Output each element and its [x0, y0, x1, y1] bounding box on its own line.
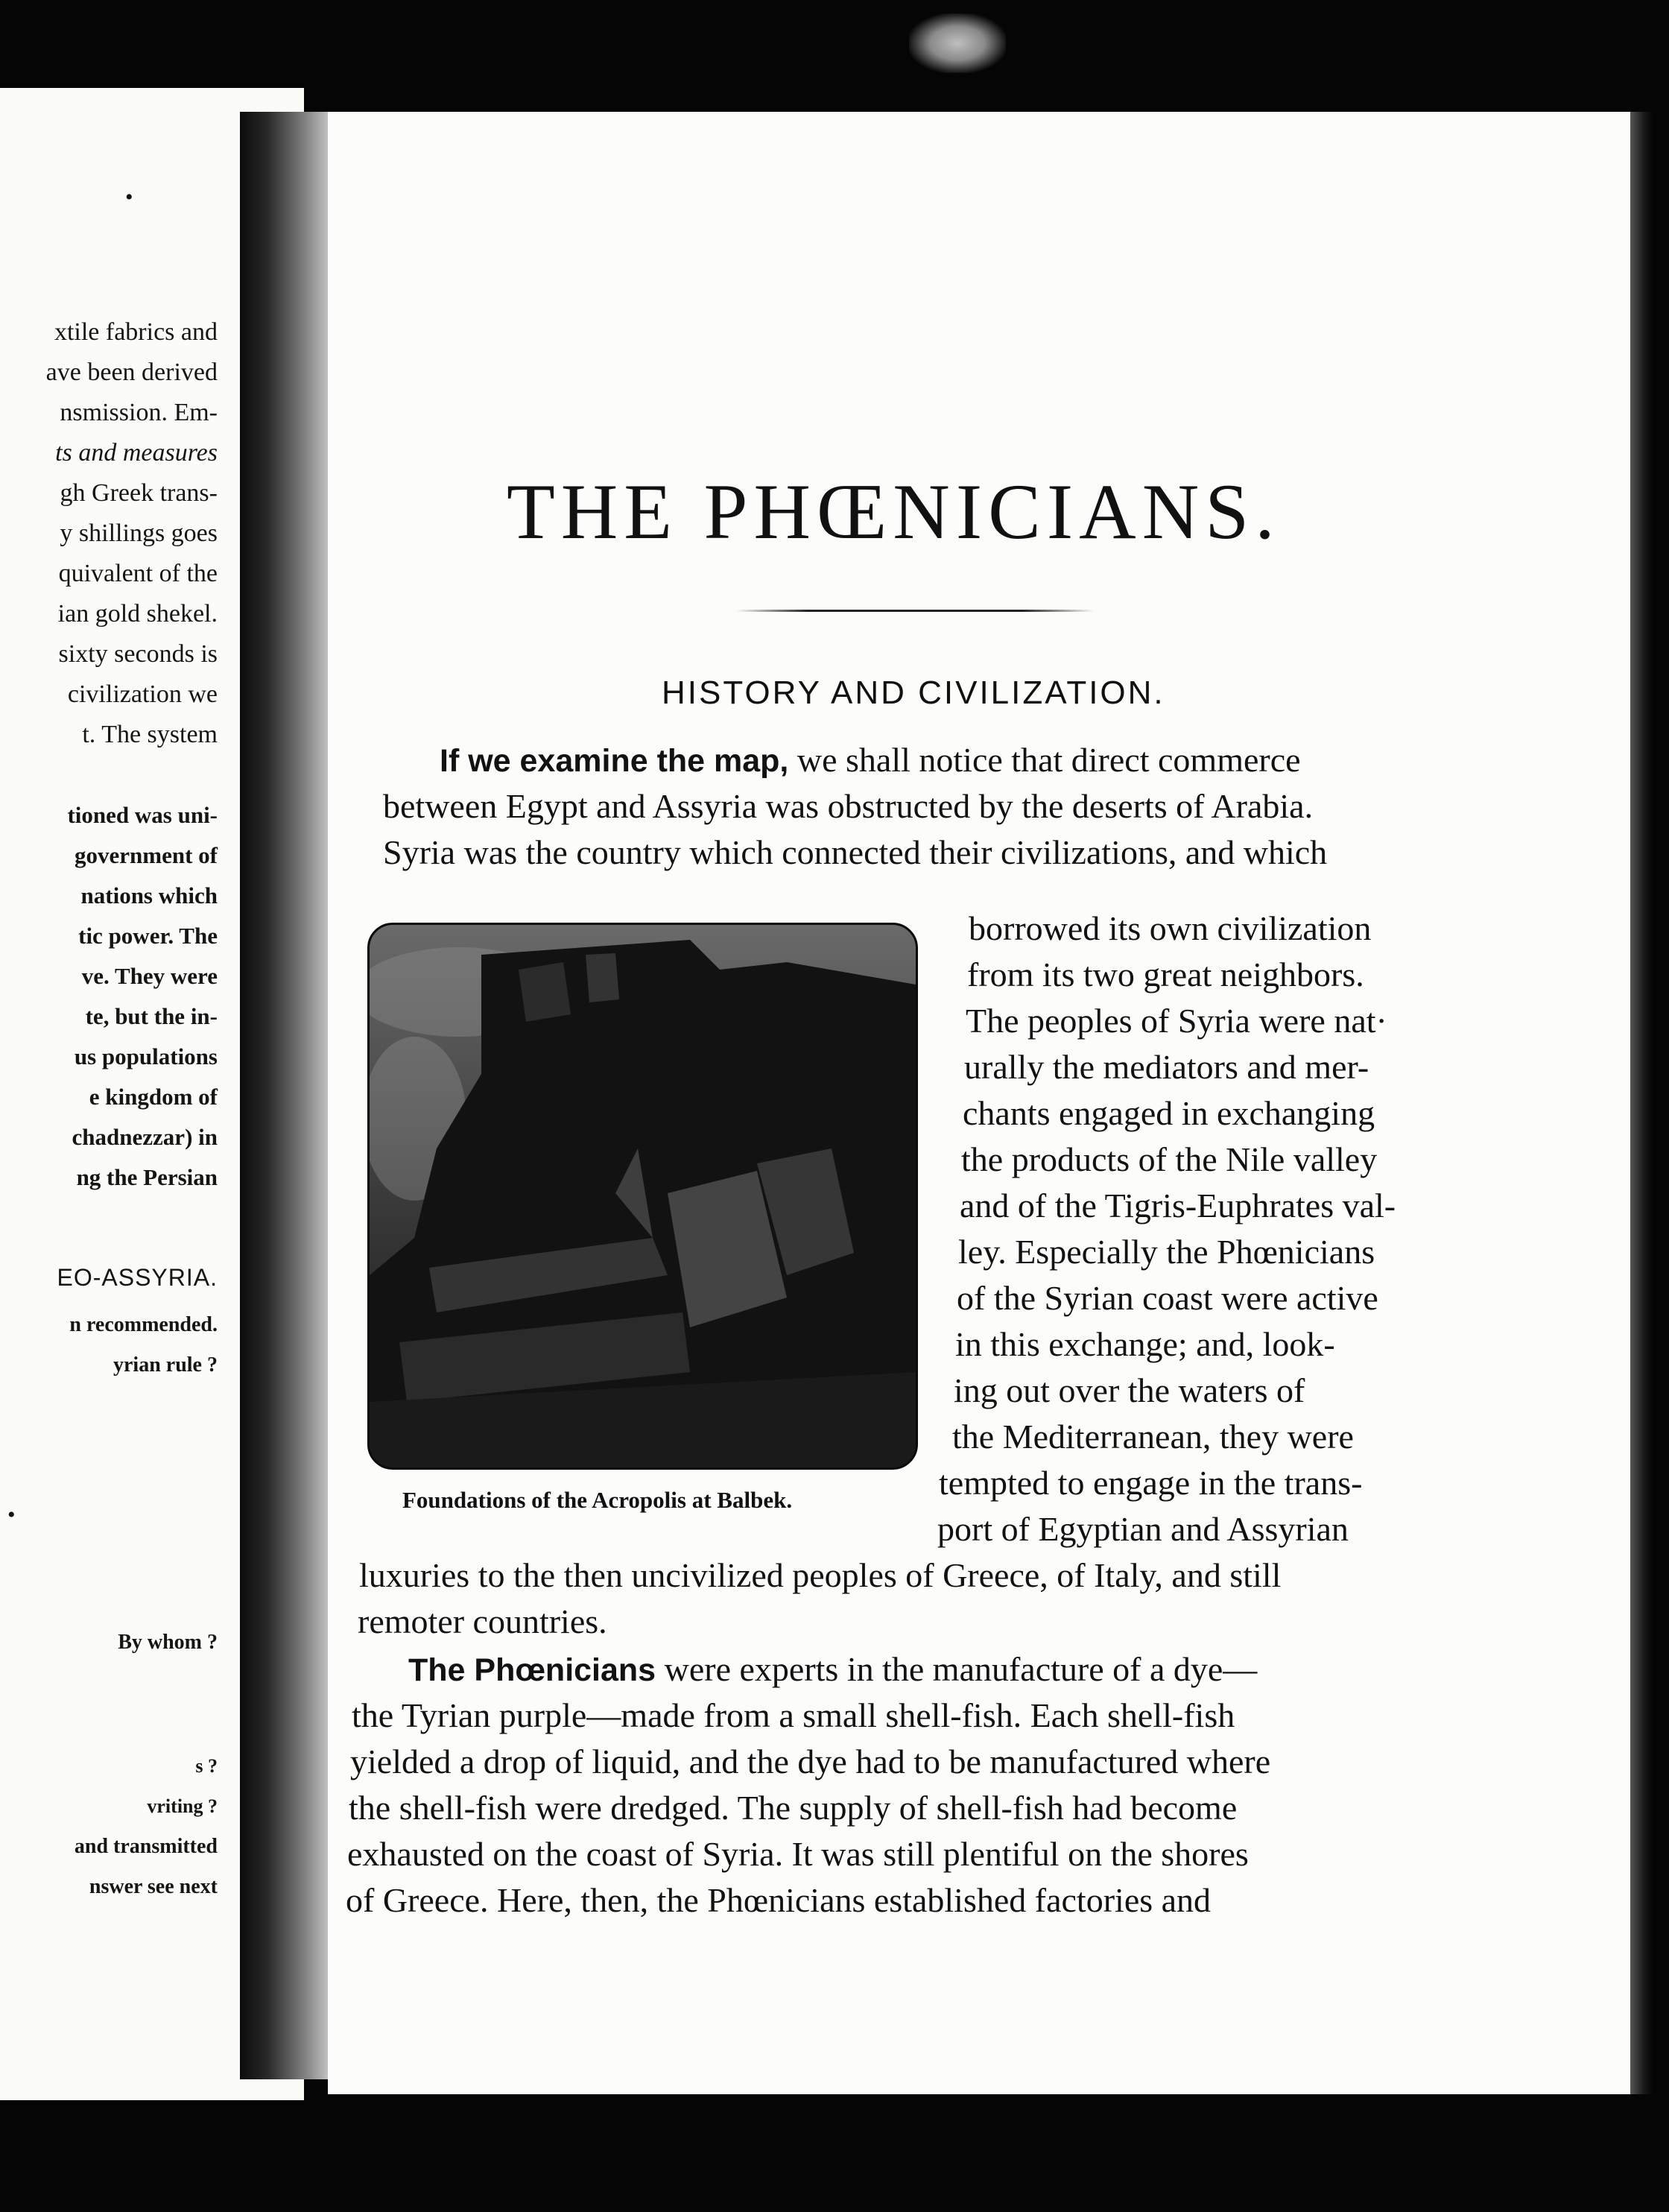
page-title: THE PHŒNICIANS.	[507, 468, 1281, 555]
left-page-line: government of	[75, 842, 218, 868]
figure-caption: Foundations of the Acropolis at Balbek.	[402, 1487, 793, 1513]
left-page-line: chadnezzar) in	[72, 1124, 218, 1150]
left-page-line: xtile fabrics and	[54, 318, 218, 346]
paragraph-1-line	[440, 739, 1301, 782]
paragraph-1-line: chants engaged in exchanging	[963, 1094, 1375, 1132]
left-page-line: nswer see next	[89, 1875, 218, 1898]
paragraph-1-line: and of the Tigris-Euphrates val-	[960, 1186, 1396, 1224]
left-page-line: ve. They were	[81, 963, 218, 989]
section-heading: HISTORY AND CIVILIZATION.	[662, 674, 1165, 711]
left-page-line: nsmission. Em-	[60, 399, 218, 426]
paragraph-2-line	[408, 1649, 1257, 1691]
paragraph-2-text: were experts in the manufacture of a dye—	[656, 1650, 1258, 1688]
left-page-line: civilization we	[67, 680, 218, 708]
paragraph-1-line: borrowed its own civilization	[969, 909, 1372, 947]
left-page-line: ian gold shekel.	[57, 600, 218, 628]
left-page-line: tic power. The	[78, 923, 218, 949]
paragraph-2-lead: The Phœnicians	[408, 1652, 656, 1688]
paragraph-1-line: between Egypt and Assyria was obstructed by the deserts of Arabia.	[383, 787, 1314, 825]
paragraph-1-lead: If we examine the map,	[440, 743, 789, 779]
left-page-line: y shillings goes	[60, 519, 218, 547]
scan-smudge	[909, 13, 1006, 73]
paragraph-1-line: of the Syrian coast were active	[957, 1279, 1378, 1317]
left-page-line: s ?	[195, 1755, 218, 1777]
paragraph-1-line: ley. Especially the Phœnicians	[958, 1233, 1375, 1271]
left-page-line: ave been derived	[45, 358, 218, 386]
paragraph-1-line: the products of the Nile valley	[961, 1140, 1378, 1178]
left-page-line: n recommended.	[69, 1313, 218, 1336]
left-page-line: quivalent of the	[58, 560, 218, 587]
stray-mark: •	[7, 1502, 16, 1527]
paragraph-2-line: yielded a drop of liquid, and the dye had to be manufactured where	[350, 1742, 1271, 1780]
left-page-line: tioned was uni-	[67, 802, 218, 828]
left-page-heading: EO-ASSYRIA.	[57, 1264, 218, 1291]
title-rule	[736, 610, 1094, 612]
left-page-line: us populations	[74, 1043, 218, 1069]
paragraph-2-line: of Greece. Here, then, the Phœnicians established factories and	[346, 1881, 1212, 1919]
paragraph-1-line: ing out over the waters of	[954, 1371, 1305, 1409]
paragraph-1-line: luxuries to the then uncivilized peoples of Greece, of Italy, and still	[359, 1556, 1282, 1594]
paragraph-1-text: we shall notice that direct commerce	[788, 741, 1301, 779]
paragraph-1-line: tempted to engage in the trans-	[939, 1464, 1363, 1502]
left-page-line: ts and measures	[55, 439, 218, 467]
paragraph-1-line: port of Egyptian and Assyrian	[937, 1510, 1349, 1548]
left-page-line: t. The system	[82, 721, 218, 748]
paragraph-2-line: the shell-fish were dredged. The supply of shell-fish had become	[349, 1789, 1238, 1827]
paragraph-2-line: exhausted on the coast of Syria. It was still plentiful on the shores	[347, 1835, 1249, 1873]
paragraph-1-line: Syria was the country which connected their civilizations, and which	[383, 833, 1328, 871]
paragraph-1-line: remoter countries.	[358, 1602, 607, 1640]
left-page-line: and transmitted	[74, 1835, 218, 1858]
left-page-line: yrian rule ?	[113, 1353, 218, 1377]
paragraph-1-line: The peoples of Syria were nat·	[966, 1002, 1387, 1040]
left-page-line: te, but the in-	[85, 1003, 218, 1029]
paragraph-2-line: the Tyrian purple—made from a small shell-fish. Each shell-fish	[352, 1696, 1235, 1734]
paragraph-1-line: in this exchange; and, look-	[955, 1325, 1335, 1363]
balbek-photograph	[367, 923, 918, 1470]
left-page-line: By whom ?	[118, 1631, 218, 1654]
left-page-line: ng the Persian	[76, 1164, 218, 1190]
left-page-line: e kingdom of	[89, 1084, 218, 1110]
paragraph-1-line: the Mediterranean, they were	[952, 1418, 1354, 1456]
stray-mark: •	[125, 185, 133, 209]
paragraph-1-line: from its two great neighbors.	[967, 955, 1364, 993]
page-edge-shadow	[1630, 112, 1653, 2094]
left-page-line: nations which	[80, 882, 218, 908]
acropolis-image	[370, 925, 916, 1467]
left-page-line: vriting ?	[147, 1795, 218, 1817]
left-page-line: sixty seconds is	[58, 640, 218, 668]
paragraph-1-line: urally the mediators and mer-	[964, 1048, 1369, 1086]
left-page-line: gh Greek trans-	[60, 479, 218, 507]
